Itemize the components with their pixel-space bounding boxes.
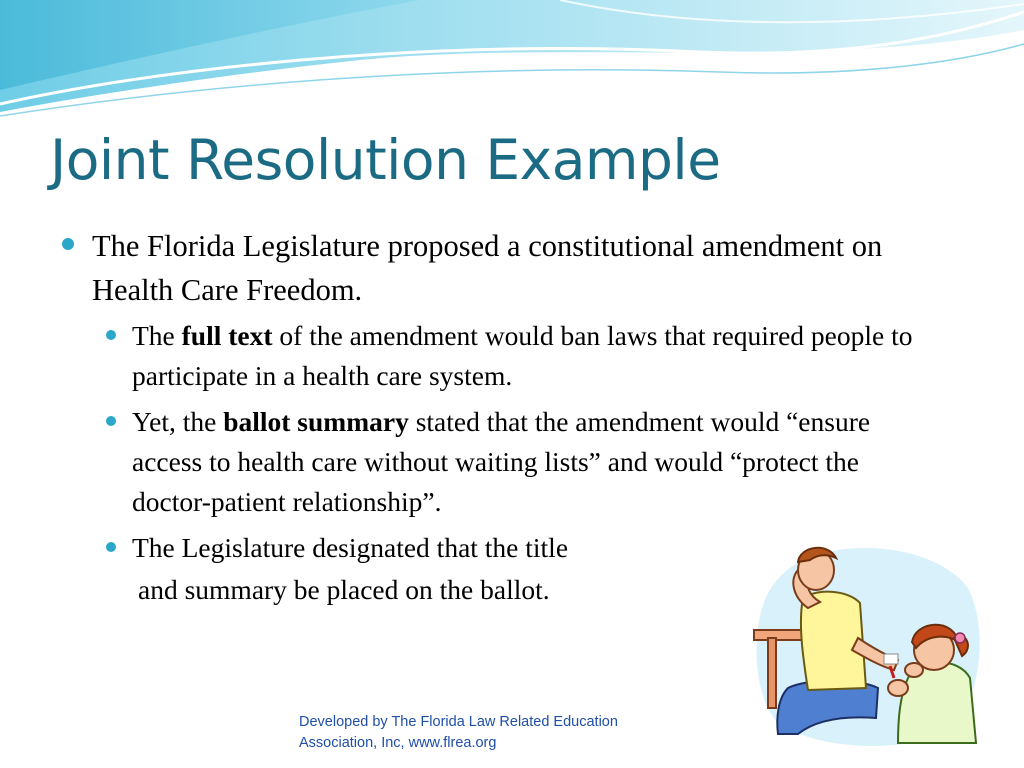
bullet-main-text: The Florida Legislature proposed a constitutional amendment on Health Care Freedom.: [92, 229, 883, 307]
slide-title: Joint Resolution Example: [50, 128, 721, 192]
sub-bullet-2-bold: ballot summary: [223, 406, 409, 437]
sub-bullet-1-after: of the amendment would ban laws that required people to participate in a health care system.: [132, 320, 913, 391]
bullet-dot-icon: [62, 238, 74, 250]
footer-credit: Developed by The Florida Law Related Education Association, Inc, www.flrea.org: [299, 714, 618, 751]
bullet-dot-icon: [106, 542, 116, 552]
sub-bullet-full-text: [106, 316, 932, 396]
sub-bullet-2-before: Yet, the: [132, 406, 224, 437]
sub-bullet-2-after: stated that the amendment would “ensure access to health care without waiting lists” and would “protect the doctor-patient relationship”.: [132, 406, 871, 517]
sub-bullet-ballot-summary: [106, 402, 932, 522]
sub-bullet-3-text: The Legislature designated that the title: [132, 532, 569, 563]
bullet-dot-icon: [106, 330, 116, 340]
sub-bullet-1-bold: full text: [181, 320, 273, 351]
sub-bullet-3-continuation: and summary be placed on the ballot.: [138, 574, 550, 605]
header-wave-decoration: [0, 0, 1024, 130]
sub-bullet-1-before: The: [132, 320, 182, 351]
nurse-bandaging-patient-illustration: [748, 538, 988, 748]
bullet-dot-icon: [106, 416, 116, 426]
bullet-main: [62, 224, 932, 312]
